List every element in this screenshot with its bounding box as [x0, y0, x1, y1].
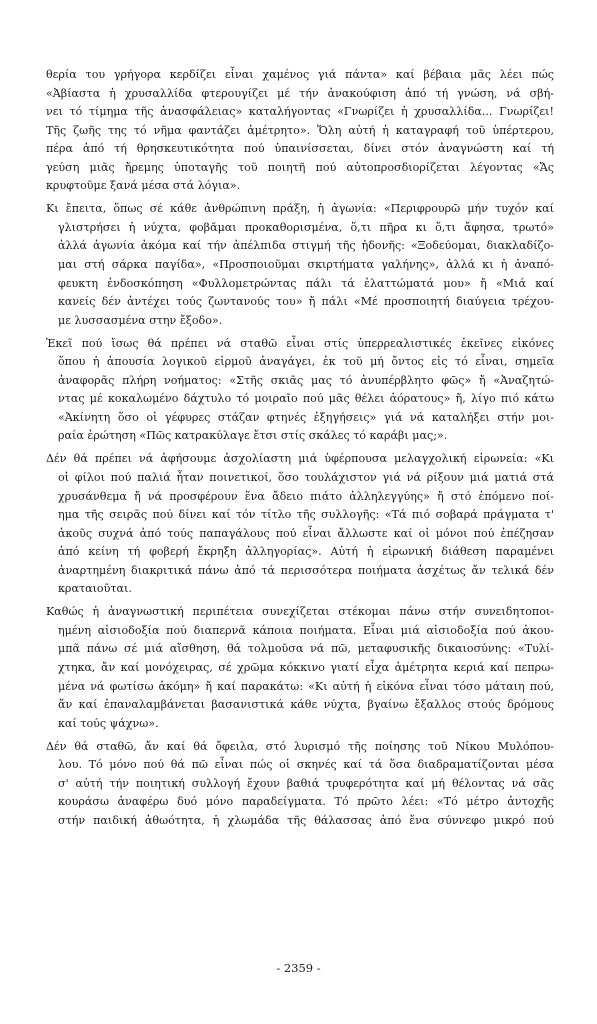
text-line: Ἐκεῖ πού ἴσως θά πρέπει νά σταθῶ εἶναι στίς ὑπερρεαλιστικές ἐκεῖνες εἰκόνες — [46, 336, 554, 350]
text-line: «Ἀβίαστα ἡ χρυσαλλίδα φτερουγίζει μέ τήν ἀνακούφιση ἀπό τή γνώση, νά σβή- — [46, 86, 554, 100]
text-line: ἀλλά ἀγωνία ἀκόμα καί τήν ἀπέλπιδα στιγμή τῆς ἡδονῆς: «Ξοδεύομαι, διακλαδίζο- — [58, 239, 554, 253]
text-line: ἄν καί ἐπαναλαμβάνεται βασανιστικά κάθε νύχτα, βγαίνω ἔξαλλος στούς δρόμους — [58, 698, 554, 712]
text-line: ραία ἐρώτηση «Πῶς κατρακύλαγε ἔτσι στίς σκάλες τό καράβι μας;». — [58, 429, 448, 443]
text-line: κραταιοῦται. — [58, 582, 132, 596]
text-line: χρυσάνθεμα ἤ νά προσφέρουν ἕνα ἄδειο πιάτο ἀλληλεγγύης» ἤ στό ἑπόμενο ποί- — [58, 489, 554, 503]
page-body — [46, 66, 554, 835]
text-line: στήν παιδική ἀθωότητα, ἡ χλωμάδα τῆς θάλασσας ἀπό ἕνα σύννεφο μικρό πού — [58, 813, 554, 827]
text-line: ἀναφορᾶς πλήρη νοήματος: «Στῆς σκιᾶς μας τό ἀνυπέρβλητο φῶς» ἤ «Ἀναζητώ- — [58, 373, 554, 387]
text-line: μαι στή σάρκα παγίδα», «Προσποιοῦμαι σκιρτήματα γαλήνης», ἀλλά κι ἡ ἀναπό- — [58, 257, 554, 271]
text-line: Καθώς ἡ ἀναγνωστική περιπέτεια συνεχίζεται στέκομαι πάνω στήν συνειδητοποι- — [46, 605, 554, 619]
text-line: ὅπου ἡ ἀπουσία λογικοῦ εἱρμοῦ ἀναγάγει, ἐκ τοῦ μή ὄντος εἰς τό εἶναι, σημεῖα — [58, 355, 554, 369]
text-line: ντας μέ κοκαλωμένο δάχτυλο τό μοιραῖο πού μᾶς θέλει ἀόρατους» ἤ, λίγο πιό κάτω — [58, 392, 554, 406]
paragraph — [46, 335, 554, 446]
paragraph — [46, 738, 554, 831]
text-line: ημένη αἰσιοδοξία πού διαπερνᾶ κάποια ποιήματα. Εἶναι μιά αἰσιοδοξία πού ἀκου- — [58, 623, 554, 637]
text-line: θερία του γρήγορα κερδίζει εἶναι χαμένος γιά πάντα» καί βέβαια μᾶς λέει πώς — [46, 68, 554, 81]
text-line: με λυσσασμένα στην ἔξοδο». — [58, 313, 223, 327]
text-line: μπᾶ πάνω σέ μιά αἴσθηση, θά τολμοῦσα νά πῶ, μεταφυσικῆς δικαιοσύνης: «Τυλί- — [58, 642, 554, 656]
text-line: νει τό τίμημα τῆς ἀνασφάλειας» καταλήγοντας «Γνωρίζει ἡ χρυσαλλίδα... Γνωρίζει! — [46, 105, 554, 119]
text-line: χτηκα, ἄν καί μονόχειρας, σέ χρῶμα κόκκινο γιατί εἶχα ἀμέτρητα κεριά καί πεπρω- — [58, 660, 554, 674]
text-line: σ' αὐτή τήν ποιητική συλλογή ἔχουν βαθιά τρυφερότητα καί μή θέλοντας νά σᾶς — [58, 776, 554, 790]
page-number: - 2359 - — [276, 961, 321, 975]
text-line: Κι ἔπειτα, ὅπως σέ κάθε ἀνθρώπινη πράξη, ἡ ἀγωνία: «Περιφρουρῶ μήν τυχόν καί — [46, 202, 554, 216]
paragraph — [46, 66, 554, 196]
text-line: λου. Τό μόνο πού θά πῶ εἶναι πώς οἱ σκηνές καί τά ὅσα διαδραματίζονται μέσα — [58, 758, 554, 772]
paragraph — [46, 603, 554, 733]
text-line: φευκτη ἐνδοσκόπηση «Φυλλομετρώντας πάλι τά ἐλαττώματά μου» ἤ «Μιά καί — [58, 276, 554, 290]
text-line: καί τούς ψάχνω». — [58, 716, 159, 730]
text-line: ἀπό κείνη τή φοβερή ἔκρηξη ἀλληγορίας». Αὐτή ἡ εἰρωνική διάθεση παραμένει — [58, 545, 554, 559]
text-line: μένα νά φωτίσω ἀκόμη» ἤ καί παρακάτω: «Κι αὐτή ἡ εἰκόνα εἶναι τόσο μάταιη πού, — [58, 679, 554, 693]
text-line: ημα τῆς σειρᾶς πού δίνει καί τόν τίτλο τῆς συλλογῆς: «Τά πιό σοβαρά πράγματα τ' — [58, 508, 554, 522]
text-line: οἱ φίλοι πού παλιά ἦταν ποινετικοί, ὅσο τουλάχιστον γιά νά ρίξουν μιά ματιά στά — [58, 470, 554, 484]
text-line: γεύση μιᾶς ἤρεμης ὑποταγῆς τοῦ ποιητῆ πού αὐτοπροσδιορίζεται λέγοντας «Ἄς — [46, 160, 554, 174]
text-line: κανείς δέν ἀντέχει τούς ζωντανούς του» ἤ πάλι «Μέ προσποιητή διαύγεια τρέχου- — [58, 295, 554, 309]
text-line: γλιστρήσει ἡ νύχτα, φοβᾶμαι προκαθορισμένα, ὅ,τι πῆρα κι ὅ,τι ἄφησα, τρωτό» — [58, 220, 554, 234]
text-line: πέρα ἀπό τή θρησκευτικότητα πού ὑπαινίσσεται, δίνει στόν ἀναγνώστη καί τή — [46, 142, 554, 156]
text-line: Δέν θά πρέπει νά ἀφήσουμε ἀσχολίαστη μιά ὑφέρπουσα μελαγχολική εἰρωνεία: «Κι — [46, 452, 554, 466]
text-line: ἀναρτημένη διακριτικά πάνω ἀπό τά περισσότερα ποιήματα ἀσχέτως ἄν τελικά δέν — [58, 563, 554, 577]
text-line: ἀκοῦς συχνά ἀπό τούς παπαγάλους πού εἶναι ἄλλωστε καί οἱ μόνοι πού ἐπέζησαν — [58, 526, 554, 540]
paragraph — [46, 200, 554, 330]
text-line: Τῆς ζωῆς της τό νῆμα φαντάζει ἀμέτρητο». Ὅλη αὐτή ἡ καταγραφή τοῦ ὑπέρτερου, — [46, 123, 554, 137]
text-line: «Ἀκίνητη ὅσο οἱ γέφυρες στάζαν φτηνές ἐξηγήσεις» γιά νά καταλήξει στήν μοι- — [58, 410, 554, 424]
paragraph — [46, 450, 554, 598]
text-line: κουράσω ἀναφέρω δυό μόνο παραδείγματα. Τό πρῶτο λέει: «Τό μέτρο ἀντοχῆς — [58, 795, 554, 809]
text-line: Δέν θά σταθῶ, ἄν καί θά ὄφειλα, στό λυρισμό τῆς ποίησης τοῦ Νίκου Μυλόπου- — [46, 739, 554, 753]
text-line: κρυφτοῦμε ξανά μέσα στά λόγια». — [46, 179, 241, 193]
